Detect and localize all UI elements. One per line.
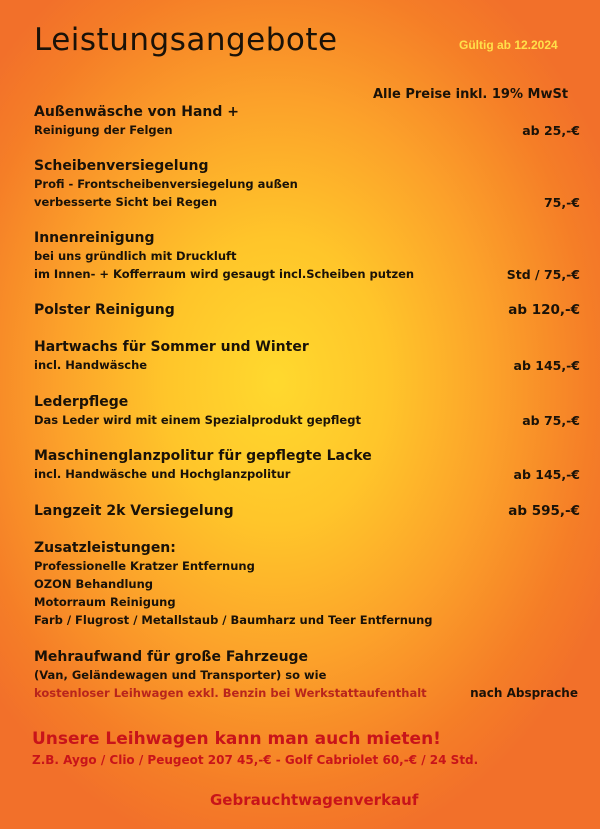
service-detail: OZON Behandlung [34,577,153,591]
used-cars-sale: Gebrauchtwagenverkauf [210,791,419,809]
service-item-leather-care [34,394,580,431]
service-title: Innenreinigung [34,230,155,246]
service-title: Zusatzleistungen: [34,540,176,556]
service-price: ab 120,-€ [508,302,580,318]
service-item-upholstery [34,302,580,321]
service-detail: bei uns gründlich mit Druckluft [34,249,237,263]
service-title: Mehraufwand für große Fahrzeuge [34,649,309,665]
service-title: Hartwachs für Sommer und Winter [34,339,309,355]
service-price: ab 25,-€ [522,123,580,138]
service-detail: Reinigung der Felgen [34,123,173,137]
service-detail: im Innen- + Kofferraum wird gesaugt incl.Scheiben putzen [34,267,415,281]
service-title: Lederpflege [34,394,129,410]
service-item-exterior-wash [34,104,580,141]
service-detail: incl. Handwäsche [34,358,148,372]
service-detail: Professionelle Kratzer Entfernung [34,559,255,573]
service-price: ab 145,-€ [513,358,580,373]
vat-note: Alle Preise inkl. 19% MwSt [373,87,569,102]
service-item-hard-wax [34,339,580,376]
service-price: ab 145,-€ [513,467,580,482]
service-price: nach Absprache [470,686,578,700]
rental-heading: Unsere Leihwagen kann man auch mieten! [32,729,441,749]
service-detail: (Van, Geländewagen und Transporter) so wie [34,668,327,682]
service-item-machine-polish [34,448,580,485]
service-detail: incl. Handwäsche und Hochglanzpolitur [34,467,291,481]
service-detail-loaner: kostenloser Leihwagen exkl. Benzin bei Werkstattaufenthalt [34,686,427,700]
service-title: Polster Reinigung [34,302,175,318]
service-detail: Profi - Frontscheibenversiegelung außen [34,177,298,191]
service-item-2k-sealing [34,503,580,522]
service-item-additional-services [34,540,580,631]
service-price: 75,-€ [543,195,580,210]
service-price: Std / 75,-€ [506,267,580,282]
service-price: ab 75,-€ [522,413,580,428]
service-item-large-vehicles [34,649,578,704]
service-detail: Farb / Flugrost / Metallstaub / Baumharz und Teer Entfernung [34,613,433,627]
service-detail: Das Leder wird mit einem Spezialprodukt gepflegt [34,413,361,427]
service-price: ab 595,-€ [508,503,580,519]
service-title: Maschinenglanzpolitur für gepflegte Lacke [34,448,372,464]
rental-details: Z.B. Aygo / Clio / Peugeot 207 45,-€ - Golf Cabriolet 60,-€ / 24 Std. [32,753,479,767]
service-item-window-sealing [34,158,580,213]
page-title: Leistungsangebote [34,22,338,58]
service-title: Außenwäsche von Hand + [34,104,240,120]
service-item-interior-cleaning [34,230,580,285]
service-detail: Motorraum Reinigung [34,595,176,609]
valid-from: Gültig ab 12.2024 [459,38,558,52]
service-title: Langzeit 2k Versiegelung [34,503,234,519]
service-detail: verbesserte Sicht bei Regen [34,195,218,209]
service-title: Scheibenversiegelung [34,158,209,174]
